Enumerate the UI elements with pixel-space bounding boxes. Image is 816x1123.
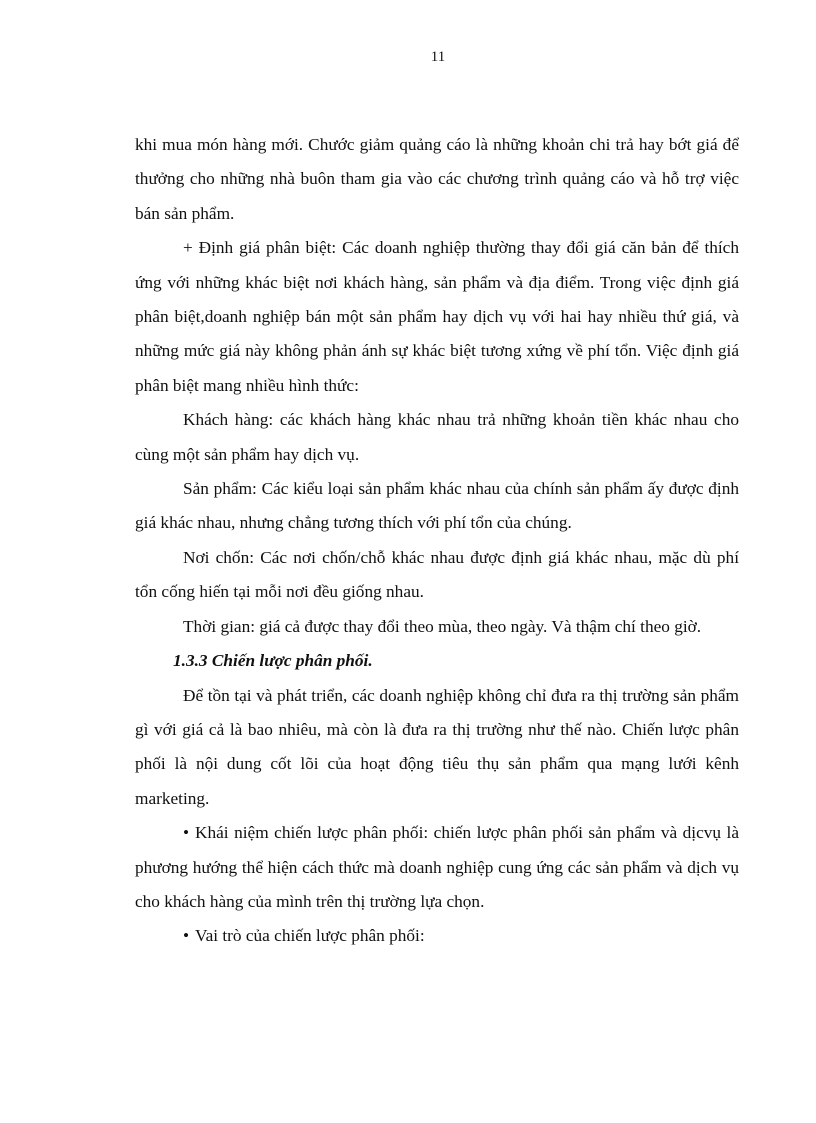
paragraph-advertising-allowance: khi mua món hàng mới. Chước giảm quảng cáo là những khoản chi trả hay bớt giá để thưởng cho những nhà buôn tham gia vào các chương trình quảng cáo và hỗ trợ việc bán sản phẩm. [135, 135, 739, 223]
section-heading: 1.3.3 Chiến lược phân phối. [173, 651, 373, 671]
paragraph-product-form: Sản phẩm: Các kiểu loại sản phẩm khác nhau của chính sản phẩm ấy được định giá khác nhau, nhưng chẳng tương thích với phí tổn của chúng. [135, 479, 739, 533]
paragraph-discriminatory-pricing: + Định giá phân biệt: Các doanh nghiệp thường thay đổi giá căn bản để thích ứng với những khác biệt nơi khách hàng, sản phẩm và địa điểm. Trong việc định giá phân biệt,doanh nghiệp bán một sản phẩm hay dịch vụ với hai hay nhiều thứ giá, và những mức giá này không phản ánh sự khác biệt tương xứng về phí tổn. Việc định giá phân biệt mang nhiều hình thức: [135, 238, 739, 395]
bullet-item-text: Khái niệm chiến lược phân phối: chiến lược phân phối sản phẩm và dịcvụ là phương hướng thể hiện cách thức mà doanh nghiệp cung ứng các sản phẩm và dịch vụ cho khách hàng của mình trên thị trường lựa chọn. [135, 823, 739, 911]
bullet-item-definition [135, 816, 739, 919]
bullet-icon: • [183, 823, 190, 843]
bullet-icon: • [183, 926, 190, 946]
paragraph-time: Thời gian: giá cả được thay đổi theo mùa, theo ngày. Và thậm chí theo giờ. [183, 616, 702, 636]
page-number: 11 [430, 49, 446, 65]
document-body [135, 128, 739, 954]
bullet-item-role [135, 919, 739, 953]
bullet-item-text: Vai trò của chiến lược phân phối: [195, 926, 425, 946]
paragraph-customer-segment: Khách hàng: các khách hàng khác nhau trả những khoản tiền khác nhau cho cùng một sản phẩm hay dịch vụ. [135, 410, 739, 464]
paragraph-location: Nơi chốn: Các nơi chốn/chỗ khác nhau được định giá khác nhau, mặc dù phí tổn cống hiến tại mỗi nơi đều giống nhau. [135, 547, 739, 602]
paragraph-distribution-intro: Để tồn tại và phát triển, các doanh nghiệp không chỉ đưa ra thị trường sản phẩm gì với giá cả là bao nhiêu, mà còn là đưa ra thị trường như thế nào. Chiến lược phân phối là nội dung cốt lõi của hoạt động tiêu thụ sản phẩm qua mạng lưới kênh marketing. [135, 685, 739, 808]
